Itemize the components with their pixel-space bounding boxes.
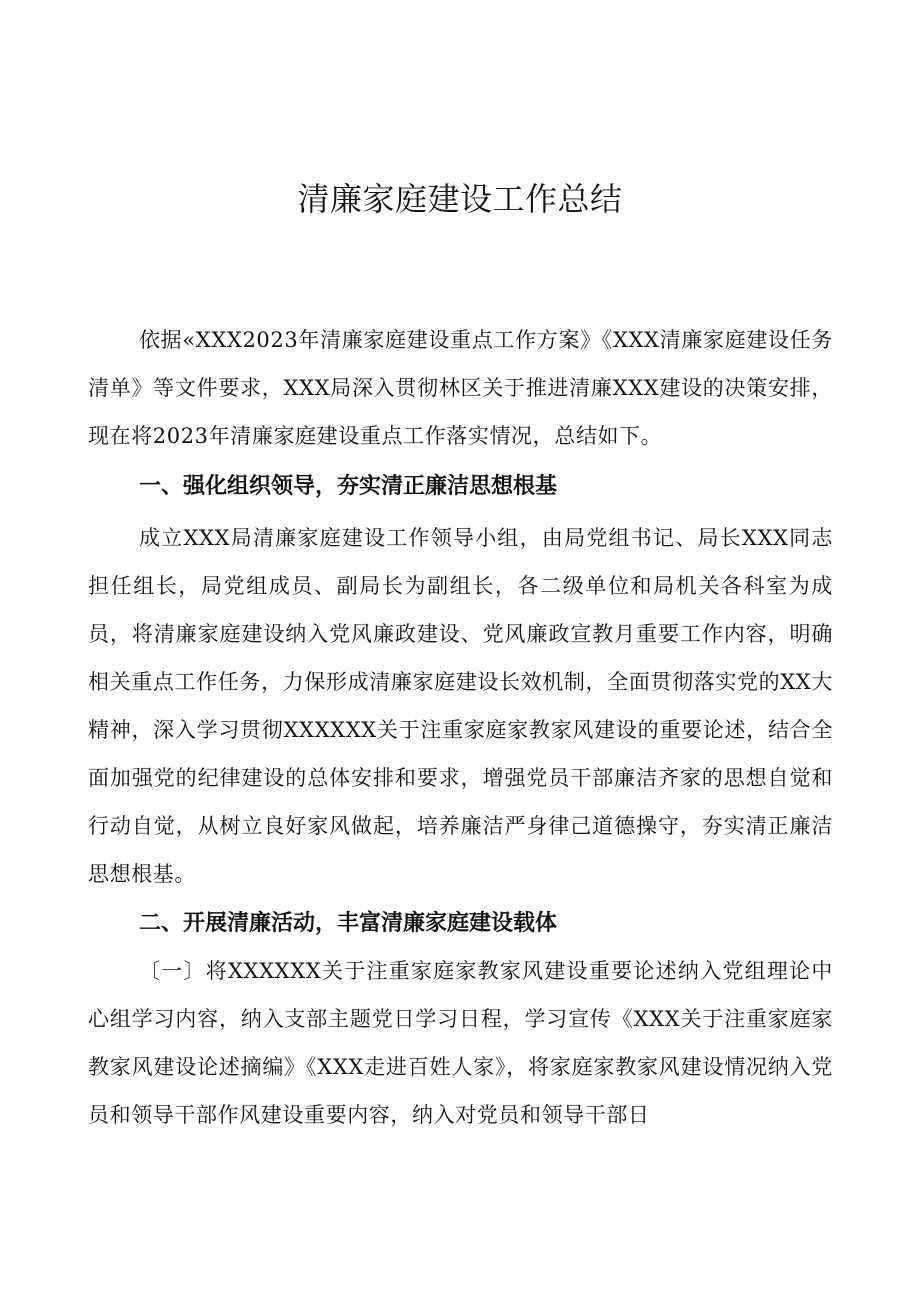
section-1-paragraph: 成立XXX局清廉家庭建设工作领导小组，由局党组书记、局长XXX同志担任组长，局党组成员、副局长为副组长，各二级单位和局机关各科室为成员，将清廉家庭建设纳入党风廉政建设、党风廉政宣教月重要工作内容，明确相关重点工作任务，力保形成清廉家庭建设长效机制，全面贯彻落实党的XX大精神，深入学习贯彻XXXXXX关于注重家庭家教家风建设的重要论述，结合全面加强党的纪律建设的总体安排和要求，增强党员干部廉洁齐家的思想自觉和行动自觉，从树立良好家风做起，培养廉洁严身律己道德操守，夯实清正廉洁思想根基。	[88, 526, 833, 886]
intro-paragraph: 依据«XXX2023年清廉家庭建设重点工作方案》《XXX清廉家庭建设任务清单》等文件要求，XXX局深入贯彻林区关于推进清廉XXX建设的决策安排，现在将2023年清廉家庭建设重点工作落实情况，总结如下。	[88, 328, 833, 448]
document-title: 清廉家庭建设工作总结	[297, 180, 623, 218]
section-2-heading: 二、开展清廉活动，丰富清廉家庭建设载体	[139, 911, 558, 936]
section-1-heading: 一、强化组织领导，夯实清正廉洁思想根基	[139, 474, 558, 499]
section-2-item-1-paragraph: 〔一〕将XXXXXX关于注重家庭家教家风建设重要论述纳入党组理论中心组学习内容，纳入支部主题党日学习日程，学习宣传《XXX关于注重家庭家教家风建设论述摘编》《XXX走进百姓人家》，将家庭家教家风建设情况纳入党员和领导干部作风建设重要内容，纳入对党员和领导干部日	[88, 959, 833, 1127]
